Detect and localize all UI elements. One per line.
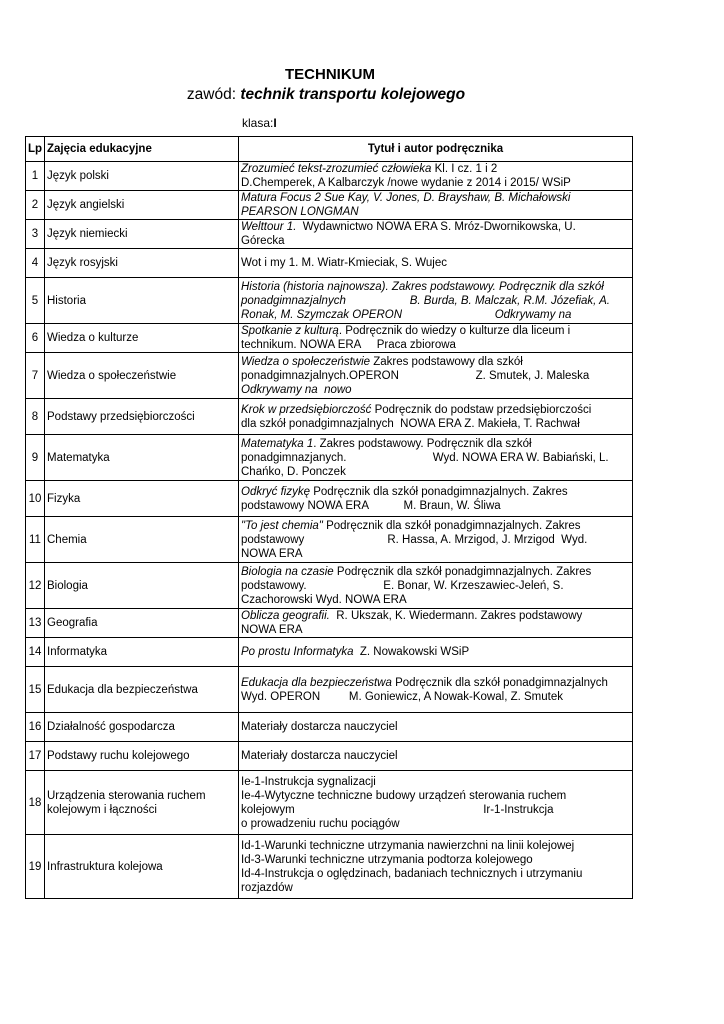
textbook-line xyxy=(241,256,630,270)
textbook-line xyxy=(241,369,630,383)
textbook-text: Ie-1-Instrukcja sygnalizacji xyxy=(241,775,376,788)
textbook-title-italic: Odkryć fizykę xyxy=(241,485,311,498)
textbook-title-author xyxy=(239,481,633,517)
table-row xyxy=(26,278,633,324)
textbook-text: Podręcznik dla szkół ponadgimnazjalnych. Zakres xyxy=(322,519,581,532)
textbook-line xyxy=(241,775,630,789)
subject-name: Język angielski xyxy=(45,191,239,220)
row-number: 18 xyxy=(26,771,45,835)
column-header-title-author: Tytuł i autor podręcznika xyxy=(239,137,633,162)
subject-name: Historia xyxy=(45,278,239,324)
textbook-title-author xyxy=(239,835,633,899)
textbook-line xyxy=(241,817,630,831)
textbook-title-italic: Matematyka 1 xyxy=(241,437,314,450)
table-row xyxy=(26,435,633,481)
textbook-text: kolejowym Ir-1-Instrukcja xyxy=(241,803,554,816)
textbook-title-author xyxy=(239,324,633,353)
table-body xyxy=(26,162,633,899)
table-row xyxy=(26,249,633,278)
textbook-line xyxy=(241,519,630,533)
textbook-title-italic: Edukacja dla bezpieczeństwa xyxy=(241,676,392,689)
textbook-line xyxy=(241,338,630,352)
textbook-text: . Podręcznik do wiedzy o kulturze dla liceum i xyxy=(338,325,571,337)
subject-name: Infrastruktura kolejowa xyxy=(45,835,239,899)
textbook-title-italic: Welttour 1. xyxy=(241,221,297,233)
textbook-text: Id-1-Warunki techniczne utrzymania nawierzchni na linii kolejowej xyxy=(241,839,575,852)
textbook-title-author xyxy=(239,742,633,771)
profession-line xyxy=(0,86,652,104)
textbook-text: podstawowy. E. Bonar, W. Krzeszawiec-Jeleń, S. xyxy=(241,579,564,592)
textbook-title-author xyxy=(239,638,633,667)
textbook-title-author xyxy=(239,191,633,220)
textbook-text: Chańko, D. Ponczek xyxy=(241,465,346,478)
textbook-text: Id-3-Warunki techniczne utrzymania podtorza kolejowego xyxy=(241,853,533,866)
table-row xyxy=(26,353,633,399)
textbook-line xyxy=(241,499,630,513)
textbook-title-italic: Po prostu Informatyka xyxy=(241,646,354,658)
textbook-text: podstawowy R. Hassa, A. Mrzigod, J. Mrzigod Wyd. xyxy=(241,533,588,546)
row-number: 8 xyxy=(26,399,45,435)
table-row xyxy=(26,742,633,771)
textbook-line xyxy=(241,234,630,248)
textbook-line xyxy=(241,176,630,190)
textbook-line xyxy=(241,623,630,637)
textbook-line xyxy=(241,403,630,417)
table-header-row xyxy=(26,137,633,162)
textbook-title-italic: Historia (historia najnowsza). Zakres podstawowy. Podręcznik dla szkół xyxy=(241,280,604,293)
row-number: 7 xyxy=(26,353,45,399)
subject-name: Fizyka xyxy=(45,481,239,517)
table-row xyxy=(26,162,633,191)
textbook-title-author xyxy=(239,249,633,278)
textbook-title-italic: Krok w przedsiębiorczość xyxy=(241,403,372,416)
textbook-text: Ie-4-Wytyczne techniczne budowy urządzeń sterowania ruchem xyxy=(241,789,567,802)
textbook-line xyxy=(241,383,630,397)
textbook-text: D.Chemperek, A Kalbarczyk /nowe wydanie z 2014 i 2015/ WSiP xyxy=(241,177,571,189)
row-number: 1 xyxy=(26,162,45,191)
textbook-text: NOWA ERA xyxy=(241,547,303,560)
textbook-text: Id-4-Instrukcja o oględzinach, badaniach technicznych i utrzymaniu xyxy=(241,867,583,880)
textbook-line xyxy=(241,720,630,734)
textbook-line xyxy=(241,465,630,479)
textbook-table xyxy=(25,136,633,899)
profession-label: zawód: xyxy=(186,86,237,103)
textbook-title-italic: Wiedza o społeczeństwie xyxy=(241,355,371,368)
textbook-title-author xyxy=(239,399,633,435)
textbook-line xyxy=(241,749,630,763)
textbook-title-author xyxy=(239,713,633,742)
row-number: 14 xyxy=(26,638,45,667)
document-title: TECHNIKUM xyxy=(285,66,375,83)
subject-name: Edukacja dla bezpieczeństwa xyxy=(45,667,239,713)
textbook-title-author xyxy=(239,278,633,324)
table-row xyxy=(26,667,633,713)
textbook-line xyxy=(241,294,630,308)
textbook-text: Podręcznik dla szkół ponadgimnazjalnych. Zakres xyxy=(333,565,592,578)
subject-name: Podstawy ruchu kolejowego xyxy=(45,742,239,771)
textbook-title-italic: PEARSON LONGMAN xyxy=(241,206,359,218)
textbook-line xyxy=(241,867,630,881)
textbook-line xyxy=(241,789,630,803)
textbook-title-italic: "To jest chemia" xyxy=(241,519,323,532)
textbook-text: Materiały dostarcza nauczyciel xyxy=(241,750,398,762)
subject-name: Urządzenia sterowania ruchem kolejowym i łączności xyxy=(45,771,239,835)
textbook-line xyxy=(241,579,630,593)
textbook-line xyxy=(241,451,630,465)
textbook-text: rozjazdów xyxy=(241,881,293,894)
profession-name: technik transportu kolejowego xyxy=(240,86,466,103)
textbook-text: Górecka xyxy=(241,235,285,247)
row-number: 5 xyxy=(26,278,45,324)
textbook-line xyxy=(241,803,630,817)
textbook-title-italic: ponadgimnazjalnych B. Burda, B. Malczak, R.M. Józefiak, A. xyxy=(241,294,610,307)
textbook-line xyxy=(241,280,630,294)
textbook-text: ponadgimnazjalnych.OPERON Z. Smutek, J. Maleska xyxy=(241,369,590,382)
row-number: 19 xyxy=(26,835,45,899)
class-value: I xyxy=(273,116,277,130)
textbook-line xyxy=(241,437,630,451)
textbook-text: Podręcznik dla szkół ponadgimnazjalnych. Zakres xyxy=(310,485,568,498)
textbook-line xyxy=(241,547,630,561)
table-row xyxy=(26,517,633,563)
textbook-title-author xyxy=(239,435,633,481)
textbook-title-italic: Biologia na czasie xyxy=(241,565,334,578)
textbook-text: o prowadzeniu ruchu pociągów xyxy=(241,817,400,830)
class-line xyxy=(242,116,277,130)
textbook-title-author xyxy=(239,563,633,609)
textbook-line xyxy=(241,355,630,369)
subject-name: Informatyka xyxy=(45,638,239,667)
textbook-text: Zakres podstawowy dla szkół xyxy=(370,355,523,368)
textbook-text: dla szkół ponadgimnazjalnych NOWA ERA Z. Makieła, T. Rachwał xyxy=(241,417,580,430)
column-header-lp: Lp xyxy=(26,137,45,162)
textbook-text: ponadgimnazjanych. Wyd. NOWA ERA W. Babiański, L. xyxy=(241,451,609,464)
textbook-line xyxy=(241,609,630,623)
table-row xyxy=(26,324,633,353)
textbook-title-author xyxy=(239,667,633,713)
textbook-text: technikum. NOWA ERA Praca zbiorowa xyxy=(241,339,456,351)
textbook-text: podstawowy NOWA ERA M. Braun, W. Śliwa xyxy=(241,499,501,512)
textbook-text: Wot i my 1. M. Wiatr-Kmieciak, S. Wujec xyxy=(241,257,447,269)
textbook-text: Z. Nowakowski WSiP xyxy=(353,646,470,658)
textbook-line xyxy=(241,220,630,234)
textbook-text: Materiały dostarcza nauczyciel xyxy=(241,721,398,733)
textbook-text: Kl. I cz. 1 i 2 xyxy=(431,163,498,175)
table-row xyxy=(26,399,633,435)
table-row xyxy=(26,713,633,742)
textbook-text: Wydawnictwo NOWA ERA S. Mróz-Dwornikowska, U. xyxy=(296,221,576,233)
textbook-line xyxy=(241,324,630,338)
textbook-text: . Zakres podstawowy. Podręcznik dla szkół xyxy=(313,437,532,450)
row-number: 15 xyxy=(26,667,45,713)
textbook-line xyxy=(241,533,630,547)
textbook-text: Wyd. OPERON M. Goniewicz, A Nowak-Kowal, Z. Smutek xyxy=(241,690,563,703)
textbook-line xyxy=(241,881,630,895)
textbook-line xyxy=(241,839,630,853)
textbook-title-author xyxy=(239,609,633,638)
table-row xyxy=(26,638,633,667)
subject-name: Język rosyjski xyxy=(45,249,239,278)
subject-name: Geografia xyxy=(45,609,239,638)
table-row xyxy=(26,191,633,220)
textbook-line xyxy=(241,308,630,322)
row-number: 2 xyxy=(26,191,45,220)
textbook-text: Czachorowski Wyd. NOWA ERA xyxy=(241,593,407,606)
row-number: 12 xyxy=(26,563,45,609)
textbook-line xyxy=(241,593,630,607)
textbook-text: NOWA ERA xyxy=(241,624,303,636)
textbook-title-italic: Zrozumieć tekst-zrozumieć człowieka xyxy=(241,163,432,175)
textbook-title-author xyxy=(239,353,633,399)
row-number: 3 xyxy=(26,220,45,249)
textbook-title-italic: Odkrywamy na nowo xyxy=(241,383,352,396)
subject-name: Biologia xyxy=(45,563,239,609)
textbook-title-author xyxy=(239,220,633,249)
textbook-title-italic: Matura Focus 2 Sue Kay, V. Jones, D. Brayshaw, B. Michałowski xyxy=(241,192,571,204)
textbook-title-author xyxy=(239,771,633,835)
table-row xyxy=(26,563,633,609)
textbook-line xyxy=(241,853,630,867)
subject-name: Chemia xyxy=(45,517,239,563)
subject-name: Wiedza o społeczeństwie xyxy=(45,353,239,399)
textbook-line xyxy=(241,485,630,499)
table-row xyxy=(26,835,633,899)
row-number: 10 xyxy=(26,481,45,517)
row-number: 13 xyxy=(26,609,45,638)
table-row xyxy=(26,481,633,517)
table-row xyxy=(26,220,633,249)
textbook-title-italic: Oblicza geografii. xyxy=(241,610,330,622)
table-row xyxy=(26,771,633,835)
textbook-text: Podręcznik do podstaw przedsiębiorczości xyxy=(371,403,592,416)
textbook-title-italic: Spotkanie z kulturą xyxy=(241,325,339,337)
textbook-text: Podręcznik dla szkół ponadgimnazjalnych xyxy=(391,676,608,689)
class-label: klasa: xyxy=(242,116,274,130)
textbook-line xyxy=(241,565,630,579)
textbook-line xyxy=(241,162,630,176)
row-number: 11 xyxy=(26,517,45,563)
textbook-line xyxy=(241,417,630,431)
textbook-line xyxy=(241,191,630,205)
row-number: 16 xyxy=(26,713,45,742)
textbook-text: R. Ukszak, K. Wiedermann. Zakres podstawowy xyxy=(329,610,583,622)
textbook-line xyxy=(241,205,630,219)
subject-name: Działalność gospodarcza xyxy=(45,713,239,742)
textbook-title-italic: Ronak, M. Szymczak OPERON Odkrywamy na xyxy=(241,308,572,321)
subject-name: Matematyka xyxy=(45,435,239,481)
table-row xyxy=(26,609,633,638)
subject-name: Język polski xyxy=(45,162,239,191)
subject-name: Podstawy przedsiębiorczości xyxy=(45,399,239,435)
row-number: 17 xyxy=(26,742,45,771)
textbook-title-author xyxy=(239,517,633,563)
textbook-title-author xyxy=(239,162,633,191)
subject-name: Wiedza o kulturze xyxy=(45,324,239,353)
textbook-line xyxy=(241,645,630,659)
textbook-line xyxy=(241,676,630,690)
column-header-subject: Zajęcia edukacyjne xyxy=(45,137,239,162)
row-number: 9 xyxy=(26,435,45,481)
textbook-line xyxy=(241,690,630,704)
subject-name: Język niemiecki xyxy=(45,220,239,249)
row-number: 4 xyxy=(26,249,45,278)
row-number: 6 xyxy=(26,324,45,353)
